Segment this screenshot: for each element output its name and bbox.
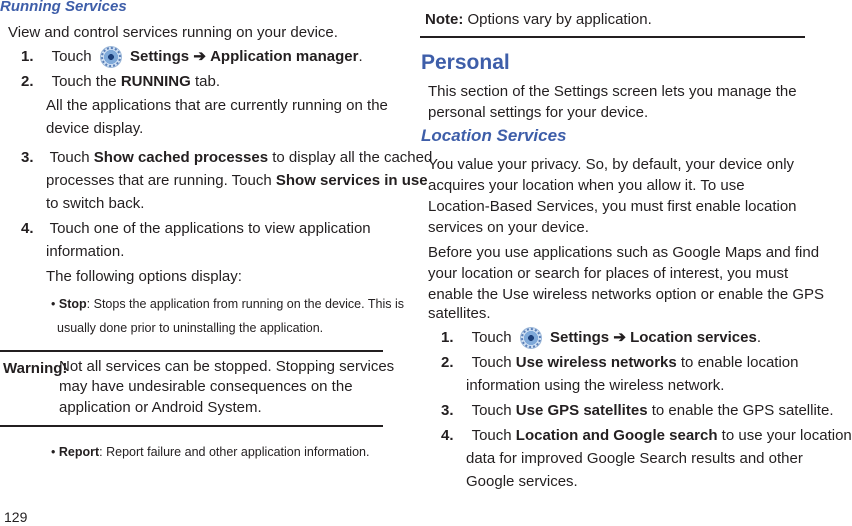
step-1 [21, 45, 363, 68]
step-3-line3: to switch back. [46, 195, 145, 212]
location-p2-line1: Before you use applications such as Google Maps and find [428, 244, 820, 261]
bullet-text: : Stops the application from running on the device. This is [86, 297, 404, 311]
step-3 [21, 146, 432, 169]
warning-bottom-rule [0, 425, 383, 427]
section-heading-running-services: Running Services [0, 0, 127, 15]
step-number: 3. [441, 402, 454, 419]
show-services-in-use-label: Show services in use [275, 172, 428, 189]
location-step-1 [441, 326, 761, 349]
bullet-report [51, 440, 369, 464]
step-text: to use your location [721, 427, 852, 444]
step-number: 1. [21, 48, 34, 65]
settings-label: Settings [549, 329, 610, 346]
step-text: Touch [51, 48, 92, 65]
location-p1-line2: acquires your location when you allow it. To use [428, 177, 745, 194]
step-text: to display all the cached [272, 149, 433, 166]
step-number: 1. [441, 329, 454, 346]
step-text: Touch [49, 149, 90, 166]
step-2-desc-line1: All the applications that are currently running on the [46, 97, 388, 114]
note-label: Note: [425, 11, 464, 28]
location-step-4-line3: Google services. [466, 473, 578, 490]
intro-text: View and control services running on your device. [8, 24, 338, 41]
show-cached-processes-label: Show cached processes [93, 149, 269, 166]
step-2 [21, 70, 220, 93]
warning-top-rule [0, 350, 383, 352]
step-text: Touch [471, 354, 512, 371]
bullet-text: : Report failure and other application information. [99, 445, 370, 459]
step-4-line2: information. [46, 243, 125, 260]
use-gps-satellites-label: Use GPS satellites [515, 402, 648, 419]
step-text: Touch [471, 427, 512, 444]
note-text: Options vary by application. [467, 11, 652, 28]
note [425, 8, 652, 31]
location-and-google-search-label: Location and Google search [515, 427, 718, 444]
personal-line2: personal settings for your device. [428, 104, 649, 121]
step-number: 3. [21, 149, 34, 166]
step-text: tab. [194, 73, 221, 90]
warning-line3: application or Android System. [59, 399, 262, 416]
step-number: 4. [441, 427, 454, 444]
step-3-line2 [46, 169, 428, 192]
step-number: 4. [21, 220, 34, 237]
warning-label: Warning! [3, 360, 68, 377]
running-label: RUNNING [120, 73, 191, 90]
bullet: • [51, 445, 56, 459]
report-label: Report [58, 445, 100, 459]
warning-line1: Not all services can be stopped. Stopping services [59, 358, 395, 375]
location-p1-line1: You value your privacy. So, by default, your device only [428, 156, 795, 173]
step-text: to enable location [680, 354, 799, 371]
warning-line2: may have undesirable consequences on the [59, 378, 353, 395]
location-step-2 [441, 351, 798, 374]
step-text: processes that are running. Touch [46, 172, 272, 189]
location-step-2-line2: information using the wireless network. [466, 377, 725, 394]
step-text: Touch the [51, 73, 117, 90]
step-text: Touch one of the applications to view application [49, 220, 371, 237]
location-step-3 [441, 399, 833, 422]
location-step-4-line2: data for improved Google Search results and other [466, 450, 803, 467]
use-wireless-networks-label: Use wireless networks [515, 354, 677, 371]
arrow-icon: ➔ [613, 329, 626, 346]
step-text: to enable the GPS satellite. [651, 402, 834, 419]
period: . [358, 48, 363, 65]
location-services-label: Location services [630, 329, 757, 346]
note-bottom-rule [420, 36, 805, 38]
gear-icon [520, 327, 542, 349]
application-manager-label: Application manager [210, 48, 359, 65]
step-2-desc-line2: device display. [46, 120, 144, 137]
page-number: 129 [4, 509, 28, 525]
location-step-4 [441, 424, 852, 447]
stop-label: Stop [58, 297, 87, 311]
section-heading-location-services: Location Services [421, 126, 567, 145]
personal-line1: This section of the Settings screen lets you manage the [428, 83, 797, 100]
bullet: • [51, 297, 56, 311]
step-4-line3: The following options display: [46, 268, 242, 285]
step-number: 2. [21, 73, 34, 90]
step-number: 2. [441, 354, 454, 371]
arrow-icon: ➔ [193, 48, 206, 65]
location-p2-line4: satellites. [428, 305, 491, 322]
step-text: Touch [471, 402, 512, 419]
settings-label: Settings [129, 48, 190, 65]
location-p1-line4: services on your device. [428, 219, 589, 236]
location-p2-line2: your location or search for places of interest, you must [428, 265, 789, 282]
period: . [756, 329, 761, 346]
step-text: Touch [471, 329, 512, 346]
bullet-stop [51, 292, 404, 316]
section-heading-personal: Personal [421, 51, 510, 74]
gear-icon [100, 46, 122, 68]
location-p2-line3: enable the Use wireless networks option or enable the GPS [428, 286, 825, 303]
step-4 [21, 217, 371, 240]
location-p1-line3: Location-Based Services, you must first enable location [428, 198, 797, 215]
bullet-stop-line2: usually done prior to uninstalling the application. [57, 321, 324, 335]
